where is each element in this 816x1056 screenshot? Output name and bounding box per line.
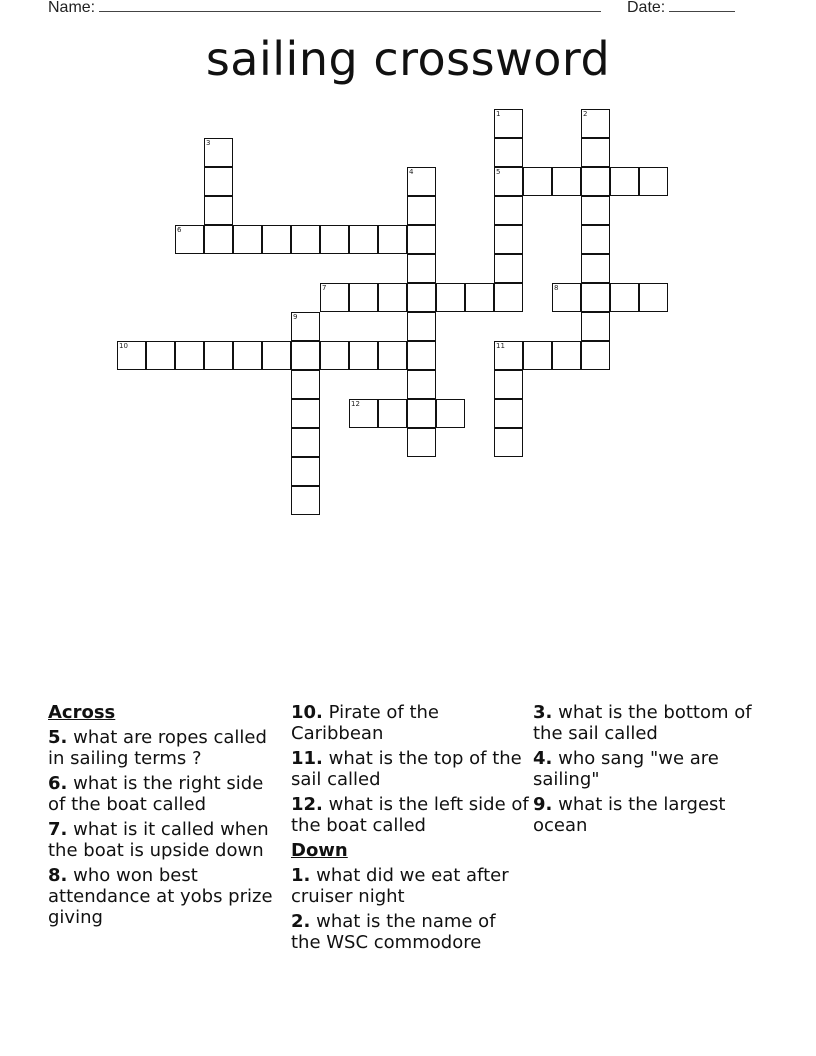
grid-cell[interactable]	[407, 196, 436, 225]
grid-cell[interactable]	[291, 312, 320, 341]
grid-cell[interactable]	[581, 283, 610, 312]
grid-cell[interactable]	[581, 167, 610, 196]
grid-cell[interactable]	[407, 370, 436, 399]
clue-across-7: 7. what is it called when the boat is upside down	[48, 819, 269, 861]
grid-cell[interactable]	[233, 341, 262, 370]
grid-cell[interactable]	[320, 225, 349, 254]
grid-cell[interactable]	[639, 167, 668, 196]
grid-cell[interactable]	[581, 341, 610, 370]
grid-cell[interactable]	[407, 283, 436, 312]
grid-cell[interactable]	[610, 283, 639, 312]
grid-cell[interactable]	[407, 225, 436, 254]
grid-cell[interactable]	[494, 138, 523, 167]
clue-across-6: 6. what is the right side of the boat called	[48, 773, 264, 815]
grid-cell[interactable]	[204, 138, 233, 167]
across-heading: Across	[48, 702, 116, 723]
grid-cell[interactable]	[349, 341, 378, 370]
grid-cell[interactable]	[204, 196, 233, 225]
clue-number: 8	[554, 284, 559, 292]
grid-cell[interactable]	[291, 225, 320, 254]
grid-cell[interactable]	[523, 167, 552, 196]
clue-down-3: 3. what is the bottom of the sail called	[533, 702, 752, 744]
grid-cell[interactable]	[204, 167, 233, 196]
grid-cell[interactable]	[175, 341, 204, 370]
grid-cell[interactable]	[320, 341, 349, 370]
grid-cell[interactable]	[407, 312, 436, 341]
grid-cell[interactable]	[204, 225, 233, 254]
clue-down-2: 2. what is the name of the WSC commodore	[291, 911, 496, 953]
grid-cell[interactable]	[407, 254, 436, 283]
clue-number: 7	[322, 284, 327, 292]
grid-cell[interactable]	[494, 399, 523, 428]
grid-cell[interactable]	[581, 109, 610, 138]
clue-number: 10	[119, 342, 128, 350]
clue-down-9: 9. what is the largest ocean	[533, 794, 726, 836]
date-blank-line[interactable]	[669, 0, 735, 12]
grid-cell[interactable]	[465, 283, 494, 312]
grid-cell[interactable]	[494, 254, 523, 283]
grid-cell[interactable]	[233, 225, 262, 254]
clue-across-10: 10. Pirate of the Caribbean	[291, 702, 439, 744]
clues-column-2	[291, 702, 529, 957]
clue-number: 11	[496, 342, 505, 350]
grid-cell[interactable]	[291, 341, 320, 370]
clue-number: 12	[351, 400, 360, 408]
grid-cell[interactable]	[262, 225, 291, 254]
name-label: Name:	[48, 0, 96, 16]
clues-column-1	[48, 702, 286, 932]
grid-cell[interactable]	[494, 225, 523, 254]
clue-down-1: 1. what did we eat after cruiser night	[291, 865, 509, 907]
grid-cell[interactable]	[494, 370, 523, 399]
grid-cell[interactable]	[291, 486, 320, 515]
grid-cell[interactable]	[581, 225, 610, 254]
name-blank-line[interactable]	[99, 0, 601, 12]
clue-number: 2	[583, 110, 588, 118]
clue-number: 6	[177, 226, 182, 234]
clue-across-11: 11. what is the top of the sail called	[291, 748, 522, 790]
grid-cell[interactable]	[581, 196, 610, 225]
grid-cell[interactable]	[494, 428, 523, 457]
grid-cell[interactable]	[291, 370, 320, 399]
grid-cell[interactable]	[436, 283, 465, 312]
date-label: Date:	[627, 0, 666, 16]
grid-cell[interactable]	[291, 428, 320, 457]
grid-cell[interactable]	[378, 283, 407, 312]
grid-cell[interactable]	[175, 225, 204, 254]
clue-across-8: 8. who won best attendance at yobs prize giving	[48, 865, 273, 928]
grid-cell[interactable]	[552, 283, 581, 312]
name-field	[48, 0, 601, 17]
clue-across-12: 12. what is the left side of the boat called	[291, 794, 529, 836]
grid-cell[interactable]	[436, 399, 465, 428]
date-field	[627, 0, 735, 17]
clue-number: 9	[293, 313, 298, 321]
down-heading: Down	[291, 840, 348, 861]
grid-cell[interactable]	[494, 196, 523, 225]
grid-cell[interactable]	[407, 428, 436, 457]
grid-cell[interactable]	[291, 457, 320, 486]
grid-cell[interactable]	[378, 341, 407, 370]
clue-across-5: 5. what are ropes called in sailing terms ?	[48, 727, 267, 769]
grid-cell[interactable]	[349, 225, 378, 254]
clue-down-4: 4. who sang "we are sailing"	[533, 748, 719, 790]
grid-cell[interactable]	[320, 283, 349, 312]
grid-cell[interactable]	[494, 109, 523, 138]
grid-cell[interactable]	[407, 341, 436, 370]
grid-cell[interactable]	[494, 283, 523, 312]
grid-cell[interactable]	[378, 399, 407, 428]
grid-cell[interactable]	[581, 138, 610, 167]
page-title: sailing crossword	[205, 32, 611, 86]
grid-cell[interactable]	[407, 399, 436, 428]
clue-number: 5	[496, 168, 501, 176]
grid-cell[interactable]	[349, 399, 378, 428]
grid-cell[interactable]	[581, 312, 610, 341]
grid-cell[interactable]	[117, 341, 146, 370]
grid-cell[interactable]	[610, 167, 639, 196]
grid-cell[interactable]	[291, 399, 320, 428]
grid-cell[interactable]	[146, 341, 175, 370]
grid-cell[interactable]	[552, 341, 581, 370]
grid-cell[interactable]	[523, 341, 552, 370]
grid-cell[interactable]	[494, 167, 523, 196]
clue-number: 3	[206, 139, 211, 147]
grid-cell[interactable]	[407, 167, 436, 196]
grid-cell[interactable]	[204, 341, 233, 370]
grid-cell[interactable]	[494, 341, 523, 370]
grid-cell[interactable]	[262, 341, 291, 370]
grid-cell[interactable]	[349, 283, 378, 312]
grid-cell[interactable]	[581, 254, 610, 283]
grid-cell[interactable]	[639, 283, 668, 312]
grid-cell[interactable]	[552, 167, 581, 196]
clues-column-3	[533, 702, 771, 840]
clue-number: 1	[496, 110, 501, 118]
clue-number: 4	[409, 168, 414, 176]
grid-cell[interactable]	[378, 225, 407, 254]
